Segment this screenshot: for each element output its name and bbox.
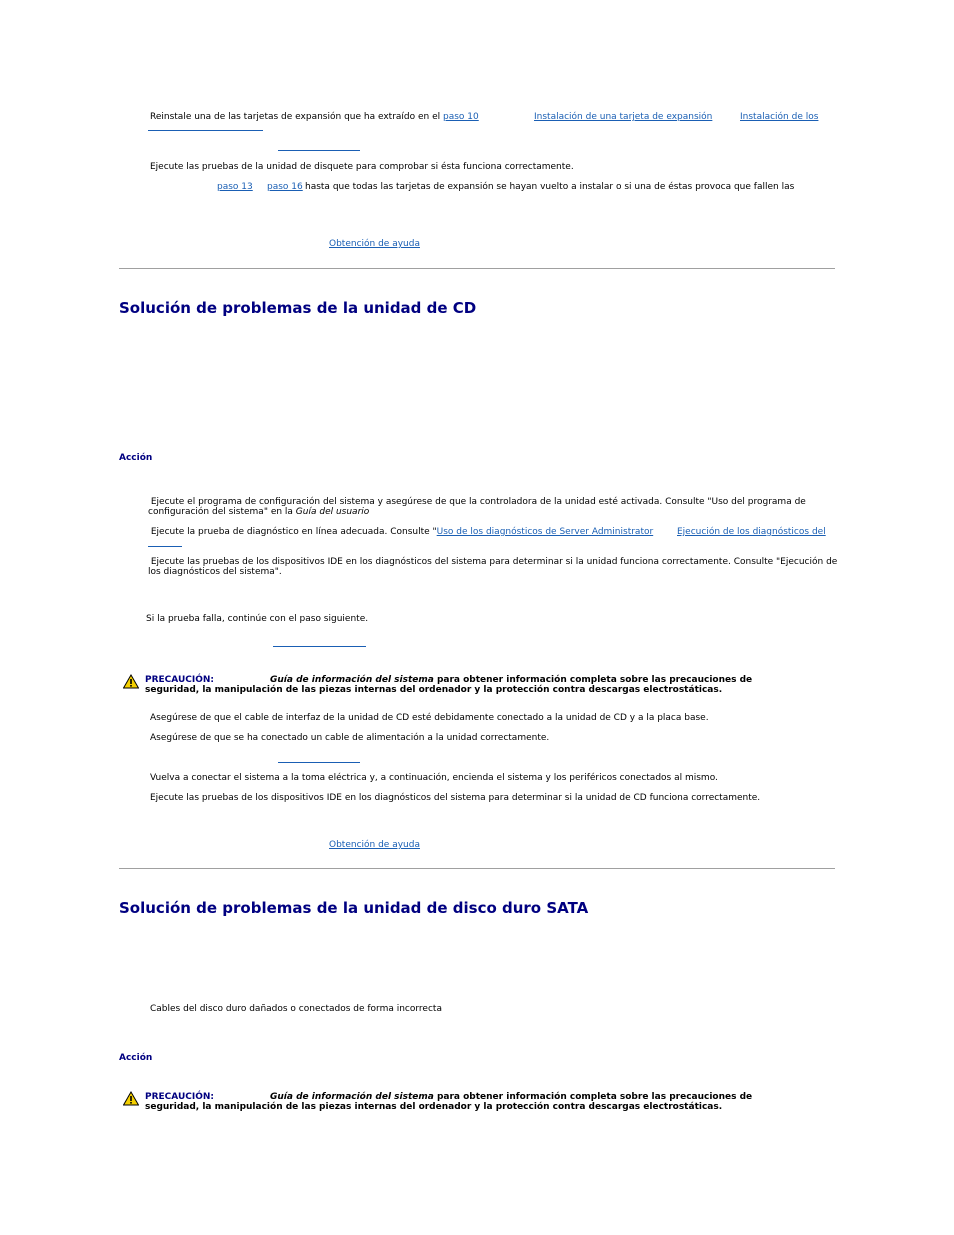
cd-step-ide-cd-tests: Ejecute las pruebas de los dispositivos IDE en los diagnósticos del sistema para determinar si la unidad de CD funciona correctamente. bbox=[150, 793, 761, 803]
reinstall-card-text: Reinstale una de las tarjetas de expansión que ha extraído en el paso 10 bbox=[150, 112, 479, 122]
cd-step-interface-cable: Asegúrese de que el cable de interfaz de la unidad de CD esté debidamente conectado a la unidad de CD y a la placa base. bbox=[150, 713, 709, 723]
warning-triangle-icon bbox=[123, 674, 139, 689]
sata-caution: PRECAUCIÓN: Guía de información del sistema para obtener información completa sobre las precauciones de seguridad, la manipulación de las piezas internas del ordenador y la protección contra descargas electrostáticas. bbox=[145, 1092, 753, 1112]
link-underline bbox=[148, 130, 263, 131]
cd-caution: PRECAUCIÓN: Guía de información del sistema para obtener información completa sobre las precauciones de seguridad, la manipulación de las piezas internas del ordenador y la protección contra descargas electrostáticas. bbox=[145, 675, 753, 695]
cd-fail-text: Si la prueba falla, continúe con el paso siguiente. bbox=[146, 614, 369, 624]
cd-section-title: Solución de problemas de la unidad de CD bbox=[119, 299, 477, 317]
cd-step-setup: Ejecute el programa de configuración del sistema y asegúrese de que la controladora de la unidad esté activada. Consulte "Uso del programa de configuración del sistema" en la Guía del usuario bbox=[148, 497, 806, 517]
obtencion-ayuda-link[interactable]: Obtención de ayuda bbox=[329, 840, 420, 850]
instalacion-tarjeta-link[interactable]: Instalación de una tarjeta de expansión bbox=[534, 112, 713, 122]
paso-16-link[interactable]: paso 16 bbox=[267, 182, 303, 192]
sata-section-title: Solución de problemas de la unidad de disco duro SATA bbox=[119, 899, 589, 917]
link-underline bbox=[278, 150, 360, 151]
cd-step-power-cable: Asegúrese de que se ha conectado un cable de alimentación a la unidad correctamente. bbox=[150, 733, 550, 743]
accion-heading: Acción bbox=[119, 1053, 153, 1063]
paso-13-link[interactable]: paso 13 bbox=[217, 182, 253, 192]
server-admin-diag-link[interactable]: Uso de los diagnósticos de Server Administrator bbox=[436, 527, 654, 537]
cd-step-online-diag: Ejecute la prueba de diagnóstico en línea adecuada. Consulte "Uso de los diagnósticos de Server Administrator bbox=[150, 527, 654, 537]
cd-step-reconnect: Vuelva a conectar el sistema a la toma eléctrica y, a continuación, encienda el sistema y los periféricos conectados al mismo. bbox=[150, 773, 718, 783]
obtencion-ayuda-link[interactable]: Obtención de ayuda bbox=[329, 239, 420, 249]
link-underline bbox=[278, 762, 360, 763]
warning-triangle-icon bbox=[123, 1091, 139, 1106]
ejecucion-diag-link[interactable]: Ejecución de los diagnósticos del bbox=[677, 527, 826, 537]
link-underline bbox=[148, 546, 182, 547]
accion-heading: Acción bbox=[119, 453, 153, 463]
sata-cause-text: Cables del disco duro dañados o conectados de forma incorrecta bbox=[150, 1004, 442, 1014]
instalacion-los-link[interactable]: Instalación de los bbox=[740, 112, 819, 122]
floppy-test-text: Ejecute las pruebas de la unidad de disquete para comprobar si ésta funciona correctamente. bbox=[150, 162, 574, 172]
paso-10-link[interactable]: paso 10 bbox=[443, 112, 479, 122]
section-divider bbox=[119, 268, 835, 269]
cd-step-ide-tests: Ejecute las pruebas de los dispositivos IDE en los diagnósticos del sistema para determinar si la unidad funciona correctamente. Consulte "Ejecución de los diagnósticos del sistema". bbox=[148, 557, 838, 577]
link-underline bbox=[273, 646, 366, 647]
section-divider bbox=[119, 868, 835, 869]
repeat-steps-text: hasta que todas las tarjetas de expansión se hayan vuelto a instalar o si una de éstas provoca que fallen las bbox=[305, 182, 795, 192]
